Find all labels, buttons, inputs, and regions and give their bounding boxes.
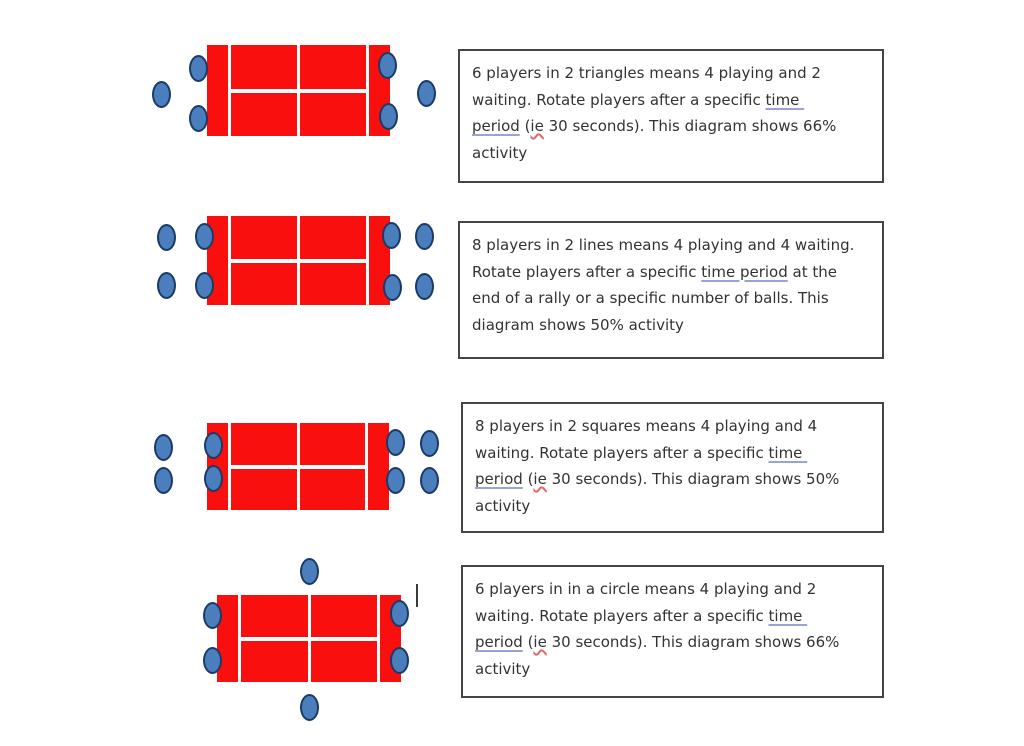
text-segment: ( [519, 117, 531, 135]
player-oval-waiting [154, 467, 173, 494]
court-quadrant-bottom-left [231, 93, 297, 137]
text-segment: Rotate players after a specific [472, 262, 702, 281]
text-line [475, 493, 870, 520]
court-quadrant-top-left [231, 45, 297, 89]
player-oval-playing [189, 55, 208, 82]
player-oval-waiting [300, 694, 319, 721]
text-line [472, 232, 870, 259]
court-quadrant-top-right [300, 45, 366, 89]
player-oval-playing [189, 105, 208, 132]
text-line [475, 629, 870, 656]
underlined-text: ie [530, 117, 544, 135]
table-court-two-lines [207, 216, 390, 305]
court-quadrant-bottom-right [311, 641, 378, 683]
court-quadrant-top-left [231, 423, 297, 465]
underlined-text: time [768, 606, 808, 625]
player-oval-playing [378, 52, 397, 79]
court-quadrant-bottom-left [231, 469, 297, 511]
text-line [475, 576, 870, 603]
player-oval-waiting [157, 272, 176, 299]
player-oval-waiting [420, 430, 439, 457]
player-oval-waiting [154, 434, 173, 461]
player-oval-waiting [417, 80, 436, 107]
player-oval-playing [379, 103, 398, 130]
court-quadrant-top-right [300, 216, 366, 259]
player-oval-playing [386, 429, 405, 456]
court-quadrant-bottom-right [300, 263, 366, 306]
text-segment: 6 players in 2 triangles means 4 playing and 2 [472, 64, 821, 82]
text-segment: end of a rally or a specific number of balls. This [472, 289, 829, 307]
player-oval-playing [195, 223, 214, 250]
text-line [472, 60, 870, 87]
player-oval-playing [203, 647, 222, 674]
player-oval-playing [386, 467, 405, 494]
text-segment: activity [472, 143, 528, 162]
underlined-text: time [768, 443, 808, 462]
underlined-text: period [475, 470, 523, 488]
underlined-text: ie [533, 633, 547, 651]
court-quadrant-top-right [311, 595, 378, 637]
court-quadrant-bottom-left [241, 641, 308, 683]
text-line [472, 87, 870, 114]
player-oval-playing [390, 600, 409, 627]
player-oval-playing [204, 432, 223, 459]
text-line [475, 466, 870, 493]
text-segment: ( [522, 633, 534, 651]
player-oval-playing [204, 465, 223, 492]
text-segment: ( [522, 470, 534, 488]
text-segment: 8 players in 2 squares means 4 playing and 4 [475, 417, 818, 435]
court-left-end [207, 45, 228, 136]
description-box-two-lines [458, 221, 884, 359]
text-line [472, 259, 870, 286]
description-box-two-triangles [458, 49, 884, 183]
text-line [475, 603, 870, 630]
text-segment: 8 players in 2 lines means 4 playing and 4 waiting. [472, 236, 855, 254]
court-quadrant-bottom-right [300, 469, 366, 511]
text-segment: waiting. Rotate players after a specific [472, 90, 766, 109]
player-oval-playing [390, 647, 409, 674]
text-segment: waiting. Rotate players after a specific [475, 606, 769, 625]
text-cursor [416, 584, 418, 607]
text-segment: at the [787, 262, 837, 281]
underlined-text: ie [533, 470, 547, 488]
table-court-two-squares [207, 423, 389, 510]
text-segment: 30 seconds). This diagram shows 66% [546, 633, 840, 651]
text-line [475, 413, 870, 440]
text-segment: activity [475, 496, 531, 515]
player-oval-waiting [300, 558, 319, 585]
player-oval-waiting [415, 223, 434, 250]
underlined-text: period [472, 117, 520, 135]
text-segment: 30 seconds). This diagram shows 66% [543, 117, 837, 135]
court-quadrant-bottom-left [231, 263, 297, 306]
text-line [472, 285, 870, 312]
text-line [475, 440, 870, 467]
description-box-circle [461, 565, 884, 698]
text-line [472, 113, 870, 140]
player-oval-waiting [415, 273, 434, 300]
court-quadrant-bottom-right [300, 93, 366, 137]
player-oval-waiting [157, 224, 176, 251]
text-segment: 30 seconds). This diagram shows 50% [546, 470, 840, 488]
text-line [472, 312, 870, 339]
text-segment: activity [475, 659, 531, 678]
underlined-text: time [765, 90, 805, 109]
text-segment: diagram shows 50% activity [472, 315, 684, 334]
table-court-two-triangles [207, 45, 390, 136]
text-segment: waiting. Rotate players after a specific [475, 443, 769, 462]
description-box-two-squares [461, 402, 884, 533]
player-oval-playing [383, 274, 402, 301]
underlined-text: time period [701, 262, 788, 281]
player-oval-playing [382, 222, 401, 249]
table-court-circle [217, 595, 401, 682]
player-oval-playing [203, 602, 222, 629]
text-line [475, 656, 870, 683]
court-quadrant-top-left [241, 595, 308, 637]
player-oval-waiting [152, 81, 171, 108]
player-oval-playing [195, 272, 214, 299]
player-oval-waiting [420, 467, 439, 494]
court-quadrant-top-right [300, 423, 366, 465]
underlined-text: period [475, 633, 523, 651]
court-quadrant-top-left [231, 216, 297, 259]
text-line [472, 140, 870, 167]
text-segment: 6 players in in a circle means 4 playing and 2 [475, 580, 817, 598]
